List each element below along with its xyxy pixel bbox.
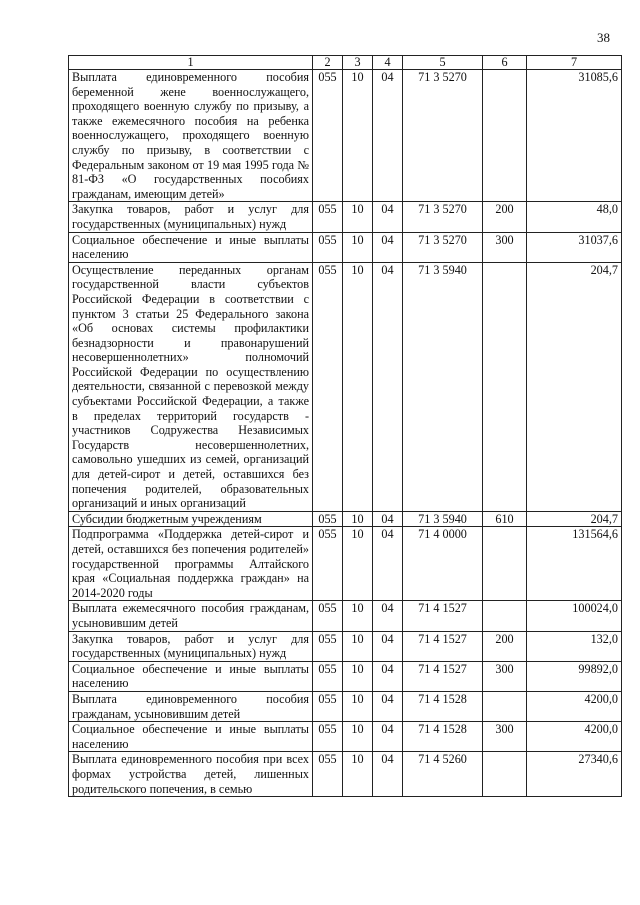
amount-cell: 131564,6	[527, 527, 622, 601]
column-header: 6	[483, 56, 527, 70]
table-header-row	[69, 56, 622, 70]
amount-cell: 204,7	[527, 511, 622, 527]
expense-type-cell: 300	[483, 722, 527, 752]
budget-table	[68, 55, 622, 797]
admin-code-cell: 055	[313, 70, 343, 202]
section-code-cell: 10	[343, 661, 373, 691]
row-name-cell: Социальное обеспечение и иные выплаты населению	[69, 232, 313, 262]
row-name-cell: Социальное обеспечение и иные выплаты населению	[69, 661, 313, 691]
target-code-cell: 71 4 5260	[403, 752, 483, 797]
target-code-cell: 71 4 1527	[403, 661, 483, 691]
table-row	[69, 722, 622, 752]
admin-code-cell: 055	[313, 601, 343, 631]
target-code-cell: 71 4 0000	[403, 527, 483, 601]
table-row	[69, 232, 622, 262]
row-name-cell: Социальное обеспечение и иные выплаты населению	[69, 722, 313, 752]
admin-code-cell: 055	[313, 722, 343, 752]
column-header: 7	[527, 56, 622, 70]
subsection-code-cell: 04	[373, 202, 403, 232]
target-code-cell: 71 3 5270	[403, 202, 483, 232]
amount-cell: 4200,0	[527, 722, 622, 752]
table-row	[69, 752, 622, 797]
section-code-cell: 10	[343, 70, 373, 202]
section-code-cell: 10	[343, 262, 373, 511]
target-code-cell: 71 4 1527	[403, 631, 483, 661]
target-code-cell: 71 3 5270	[403, 70, 483, 202]
row-name-cell: Закупка товаров, работ и услуг для государственных (муниципальных) нужд	[69, 631, 313, 661]
table-row	[69, 511, 622, 527]
admin-code-cell: 055	[313, 262, 343, 511]
admin-code-cell: 055	[313, 752, 343, 797]
row-name-cell: Выплата единовременного пособия при всех формах устройства детей, лишенных родительского попечения, в семью	[69, 752, 313, 797]
row-name-cell: Закупка товаров, работ и услуг для государственных (муниципальных) нужд	[69, 202, 313, 232]
row-name-cell: Осуществление переданных органам государственной власти субъектов Российской Федерации в соответствии с пунктом 3 статьи 25 Федерального закона «Об основах системы профилактики безнадзорности и правонарушений несовершеннолетних» полномочий Российской Федерации по осуществлению деятельности, связанной с перевозкой между субъектами Российской Федерации, а также в пределах территорий государств - участников Содружества Независимых Государств несовершеннолетних, самовольно ушедших из семей, организаций для детей-сирот и детей, оставшихся без попечения родителей, образовательных организаций и иных организаций	[69, 262, 313, 511]
table-row	[69, 601, 622, 631]
section-code-cell: 10	[343, 601, 373, 631]
column-header: 2	[313, 56, 343, 70]
expense-type-cell	[483, 601, 527, 631]
subsection-code-cell: 04	[373, 661, 403, 691]
section-code-cell: 10	[343, 722, 373, 752]
subsection-code-cell: 04	[373, 601, 403, 631]
table-row	[69, 70, 622, 202]
expense-type-cell	[483, 691, 527, 721]
column-header: 1	[69, 56, 313, 70]
column-header: 4	[373, 56, 403, 70]
section-code-cell: 10	[343, 202, 373, 232]
subsection-code-cell: 04	[373, 691, 403, 721]
expense-type-cell: 200	[483, 202, 527, 232]
expense-type-cell	[483, 70, 527, 202]
subsection-code-cell: 04	[373, 631, 403, 661]
table-row	[69, 262, 622, 511]
section-code-cell: 10	[343, 752, 373, 797]
amount-cell: 132,0	[527, 631, 622, 661]
table-row	[69, 527, 622, 601]
expense-type-cell	[483, 262, 527, 511]
section-code-cell: 10	[343, 232, 373, 262]
amount-cell: 4200,0	[527, 691, 622, 721]
section-code-cell: 10	[343, 511, 373, 527]
target-code-cell: 71 4 1528	[403, 691, 483, 721]
subsection-code-cell: 04	[373, 511, 403, 527]
table-row	[69, 202, 622, 232]
column-header: 3	[343, 56, 373, 70]
row-name-cell: Выплата ежемесячного пособия гражданам, усыновившим детей	[69, 601, 313, 631]
admin-code-cell: 055	[313, 691, 343, 721]
column-header: 5	[403, 56, 483, 70]
admin-code-cell: 055	[313, 631, 343, 661]
target-code-cell: 71 3 5940	[403, 262, 483, 511]
amount-cell: 99892,0	[527, 661, 622, 691]
expense-type-cell	[483, 752, 527, 797]
amount-cell: 31037,6	[527, 232, 622, 262]
admin-code-cell: 055	[313, 202, 343, 232]
amount-cell: 100024,0	[527, 601, 622, 631]
target-code-cell: 71 3 5940	[403, 511, 483, 527]
target-code-cell: 71 3 5270	[403, 232, 483, 262]
subsection-code-cell: 04	[373, 527, 403, 601]
row-name-cell: Выплата единовременного пособия гражданам, усыновившим детей	[69, 691, 313, 721]
expense-type-cell: 200	[483, 631, 527, 661]
subsection-code-cell: 04	[373, 70, 403, 202]
target-code-cell: 71 4 1527	[403, 601, 483, 631]
target-code-cell: 71 4 1528	[403, 722, 483, 752]
expense-type-cell	[483, 527, 527, 601]
admin-code-cell: 055	[313, 661, 343, 691]
admin-code-cell: 055	[313, 511, 343, 527]
page-number: 38	[597, 30, 610, 45]
row-name-cell: Выплата единовременного пособия беременной жене военнослужащего, проходящего военную службу по призыву, а также ежемесячного пособия на ребенка военнослужащего, проходящего военную службу по призыву, в соответствии с Федеральным законом от 19 мая 1995 года № 81-ФЗ «О государственных пособиях гражданам, имеющим детей»	[69, 70, 313, 202]
subsection-code-cell: 04	[373, 262, 403, 511]
admin-code-cell: 055	[313, 232, 343, 262]
admin-code-cell: 055	[313, 527, 343, 601]
expense-type-cell: 610	[483, 511, 527, 527]
subsection-code-cell: 04	[373, 752, 403, 797]
expense-type-cell: 300	[483, 661, 527, 691]
amount-cell: 48,0	[527, 202, 622, 232]
row-name-cell: Подпрограмма «Поддержка детей-сирот и детей, оставшихся без попечения родителей» государственной программы Алтайского края «Социальная поддержка граждан» на 2014-2020 годы	[69, 527, 313, 601]
section-code-cell: 10	[343, 691, 373, 721]
section-code-cell: 10	[343, 527, 373, 601]
expense-type-cell: 300	[483, 232, 527, 262]
table-row	[69, 691, 622, 721]
table-row	[69, 661, 622, 691]
table-row	[69, 631, 622, 661]
section-code-cell: 10	[343, 631, 373, 661]
amount-cell: 27340,6	[527, 752, 622, 797]
amount-cell: 204,7	[527, 262, 622, 511]
row-name-cell: Субсидии бюджетным учреждениям	[69, 511, 313, 527]
subsection-code-cell: 04	[373, 232, 403, 262]
amount-cell: 31085,6	[527, 70, 622, 202]
subsection-code-cell: 04	[373, 722, 403, 752]
